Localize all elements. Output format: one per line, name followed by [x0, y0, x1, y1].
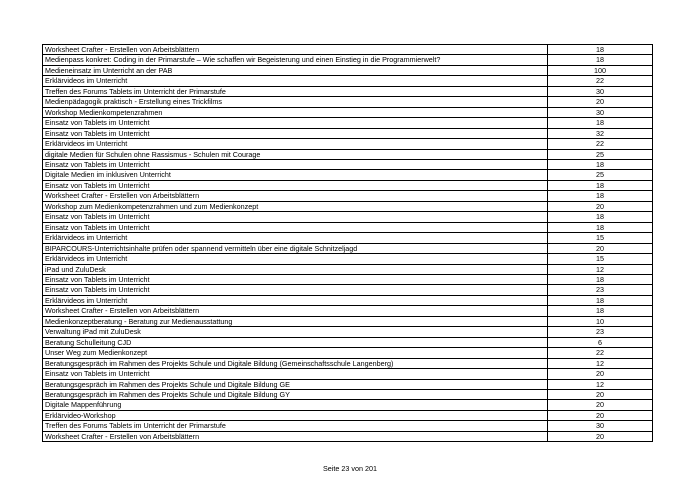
event-title-cell: Worksheet Crafter - Erstellen von Arbeitsblättern [43, 431, 548, 441]
participant-count-cell: 18 [548, 118, 653, 128]
participant-count-cell: 6 [548, 337, 653, 347]
event-title-cell: Erklärvideos im Unterricht [43, 233, 548, 243]
event-title-cell: Unser Weg zum Medienkonzept [43, 348, 548, 358]
participant-count-cell: 100 [548, 65, 653, 75]
event-title-cell: Erklärvideos im Unterricht [43, 139, 548, 149]
participant-count-cell: 22 [548, 348, 653, 358]
event-title-cell: Einsatz von Tablets im Unterricht [43, 180, 548, 190]
table-row [43, 316, 653, 326]
table-row [43, 233, 653, 243]
event-title-cell: Einsatz von Tablets im Unterricht [43, 118, 548, 128]
table-row [43, 295, 653, 305]
event-title-cell: Einsatz von Tablets im Unterricht [43, 285, 548, 295]
participant-count-cell: 15 [548, 233, 653, 243]
event-title-cell: Einsatz von Tablets im Unterricht [43, 369, 548, 379]
table-row [43, 55, 653, 65]
table-row [43, 410, 653, 420]
table-row [43, 76, 653, 86]
event-title-cell: digitale Medien für Schulen ohne Rassismus - Schulen mit Courage [43, 149, 548, 159]
event-title-cell: Einsatz von Tablets im Unterricht [43, 222, 548, 232]
table-row [43, 212, 653, 222]
table-row [43, 379, 653, 389]
event-title-cell: Digitale Medien im inklusiven Unterricht [43, 170, 548, 180]
event-title-cell: Medienkonzeptberatung - Beratung zur Medienausstattung [43, 316, 548, 326]
event-title-cell: Einsatz von Tablets im Unterricht [43, 212, 548, 222]
participant-count-cell: 22 [548, 76, 653, 86]
table-row [43, 348, 653, 358]
event-title-cell: Workshop zum Medienkompetenzrahmen und zum Medienkonzept [43, 201, 548, 211]
table-row [43, 264, 653, 274]
participant-count-cell: 20 [548, 410, 653, 420]
participant-count-cell: 15 [548, 254, 653, 264]
event-title-cell: Beratungsgespräch im Rahmen des Projekts Schule und Digitale Bildung GY [43, 389, 548, 399]
table-row [43, 159, 653, 169]
event-title-cell: Worksheet Crafter - Erstellen von Arbeitsblättern [43, 45, 548, 55]
participant-count-cell: 18 [548, 55, 653, 65]
page-number: Seite 23 von 201 [323, 464, 377, 473]
event-title-cell: iPad und ZuluDesk [43, 264, 548, 274]
participant-count-cell: 22 [548, 139, 653, 149]
table-row [43, 65, 653, 75]
table-row [43, 149, 653, 159]
table-row [43, 222, 653, 232]
event-title-cell: Beratungsgespräch im Rahmen des Projekts Schule und Digitale Bildung GE [43, 379, 548, 389]
participant-count-cell: 18 [548, 45, 653, 55]
event-title-cell: Einsatz von Tablets im Unterricht [43, 128, 548, 138]
participant-count-cell: 23 [548, 327, 653, 337]
table-row [43, 128, 653, 138]
event-title-cell: Digitale Mappenführung [43, 400, 548, 410]
event-title-cell: Erklärvideos im Unterricht [43, 76, 548, 86]
participant-count-cell: 32 [548, 128, 653, 138]
event-title-cell: Worksheet Crafter - Erstellen von Arbeitsblättern [43, 306, 548, 316]
event-title-cell: Workshop Medienkompetenzrahmen [43, 107, 548, 117]
participant-count-cell: 12 [548, 379, 653, 389]
event-title-cell: Worksheet Crafter - Erstellen von Arbeitsblättern [43, 191, 548, 201]
event-title-cell: Treffen des Forums Tablets im Unterricht der Primarstufe [43, 86, 548, 96]
participant-count-cell: 10 [548, 316, 653, 326]
participant-count-cell: 12 [548, 264, 653, 274]
participant-count-cell: 23 [548, 285, 653, 295]
table-row [43, 421, 653, 431]
table-row [43, 327, 653, 337]
table-row [43, 139, 653, 149]
participant-count-cell: 18 [548, 212, 653, 222]
participant-count-cell: 18 [548, 180, 653, 190]
table-body [43, 45, 653, 442]
table-row [43, 191, 653, 201]
event-title-cell: Beratung Schulleitung CJD [43, 337, 548, 347]
event-title-cell: Treffen des Forums Tablets im Unterricht der Primarstufe [43, 421, 548, 431]
event-title-cell: Medienpädagogik praktisch - Erstellung eines Trickfilms [43, 97, 548, 107]
participant-count-cell: 18 [548, 159, 653, 169]
participant-count-cell: 30 [548, 107, 653, 117]
event-title-cell: Beratungsgespräch im Rahmen des Projekts Schule und Digitale Bildung (Gemeinschaftsschule Langenberg) [43, 358, 548, 368]
table-row [43, 431, 653, 441]
table-row [43, 254, 653, 264]
participant-count-cell: 20 [548, 201, 653, 211]
event-title-cell: Erklärvideo-Workshop [43, 410, 548, 420]
table-row [43, 306, 653, 316]
table-row [43, 274, 653, 284]
table-row [43, 118, 653, 128]
table-row [43, 369, 653, 379]
event-title-cell: Erklärvideos im Unterricht [43, 295, 548, 305]
participant-count-cell: 20 [548, 431, 653, 441]
table-row [43, 170, 653, 180]
event-title-cell: Erklärvideos im Unterricht [43, 254, 548, 264]
table-row [43, 86, 653, 96]
participant-count-cell: 20 [548, 400, 653, 410]
participant-count-cell: 30 [548, 421, 653, 431]
event-title-cell: BIPARCOURS-Unterrichtsinhalte prüfen oder spannend vermitteln über eine digitale Schnitzeljagd [43, 243, 548, 253]
table-row [43, 285, 653, 295]
events-table [42, 44, 653, 442]
event-title-cell: Einsatz von Tablets im Unterricht [43, 159, 548, 169]
participant-count-cell: 20 [548, 389, 653, 399]
event-title-cell: Verwaltung iPad mit ZuluDesk [43, 327, 548, 337]
participant-count-cell: 20 [548, 97, 653, 107]
table-row [43, 45, 653, 55]
participant-count-cell: 18 [548, 274, 653, 284]
participant-count-cell: 20 [548, 369, 653, 379]
participant-count-cell: 30 [548, 86, 653, 96]
table-row [43, 107, 653, 117]
participant-count-cell: 18 [548, 295, 653, 305]
participant-count-cell: 18 [548, 306, 653, 316]
participant-count-cell: 25 [548, 149, 653, 159]
participant-count-cell: 18 [548, 222, 653, 232]
table-row [43, 389, 653, 399]
table-row [43, 201, 653, 211]
table-row [43, 358, 653, 368]
participant-count-cell: 18 [548, 191, 653, 201]
participant-count-cell: 20 [548, 243, 653, 253]
event-title-cell: Medienpass konkret: Coding in der Primarstufe – Wie schaffen wir Begeisterung und einen Einstieg in die Programmierwelt? [43, 55, 548, 65]
event-title-cell: Medieneinsatz im Unterricht an der PAB [43, 65, 548, 75]
table-row [43, 180, 653, 190]
table-row [43, 337, 653, 347]
event-title-cell: Einsatz von Tablets im Unterricht [43, 274, 548, 284]
table-row [43, 400, 653, 410]
table-row [43, 97, 653, 107]
participant-count-cell: 25 [548, 170, 653, 180]
table-row [43, 243, 653, 253]
participant-count-cell: 12 [548, 358, 653, 368]
